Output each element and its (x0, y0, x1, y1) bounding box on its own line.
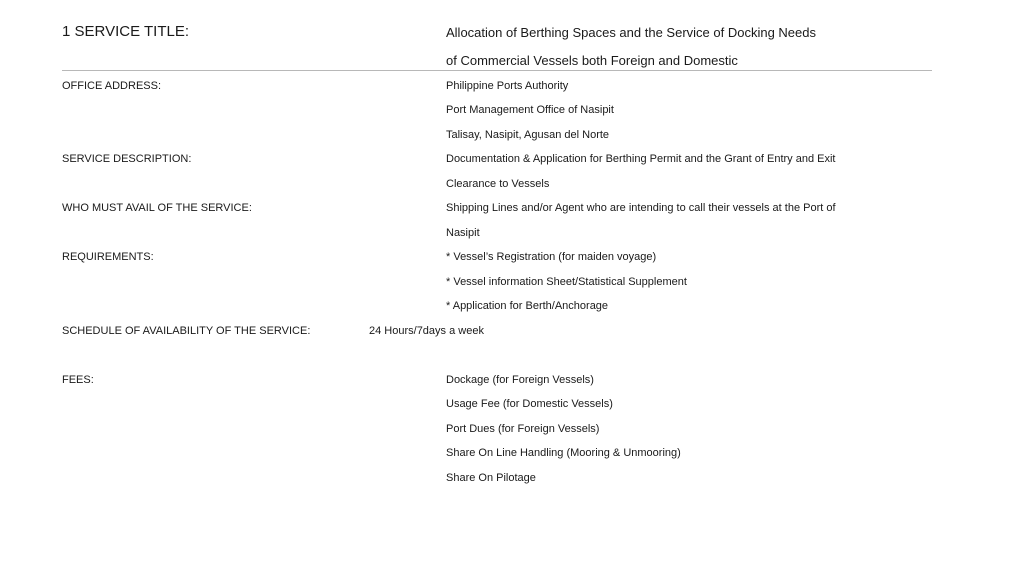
service-description-label: SERVICE DESCRIPTION: (62, 153, 192, 165)
fee-item-4: Share On Line Handling (Mooring & Unmooring) (446, 447, 681, 459)
service-title-line-2: of Commercial Vessels both Foreign and Domestic (446, 53, 738, 68)
requirement-item-1: * Vessel’s Registration (for maiden voyage) (446, 251, 657, 263)
fee-item-5: Share On Pilotage (446, 472, 536, 484)
service-description-line-1: Documentation & Application for Berthing Permit and the Grant of Entry and Exit (446, 153, 836, 165)
who-must-avail-label: WHO MUST AVAIL OF THE SERVICE: (62, 202, 252, 214)
schedule-label: SCHEDULE OF AVAILABILITY OF THE SERVICE: (62, 325, 311, 337)
requirement-item-3: * Application for Berth/Anchorage (446, 300, 609, 312)
office-address-line-3: Talisay, Nasipit, Agusan del Norte (446, 129, 610, 141)
fee-item-3: Port Dues (for Foreign Vessels) (446, 423, 600, 435)
service-title-label: 1 SERVICE TITLE: (62, 23, 189, 40)
office-address-line-2: Port Management Office of Nasipit (446, 104, 614, 116)
fee-item-2: Usage Fee (for Domestic Vessels) (446, 398, 613, 410)
fees-label: FEES: (62, 374, 94, 386)
office-address-line-1: Philippine Ports Authority (446, 80, 569, 92)
service-title-line-1: Allocation of Berthing Spaces and the Service of Docking Needs (446, 25, 816, 40)
who-must-avail-line-1: Shipping Lines and/or Agent who are intending to call their vessels at the Port of (446, 202, 836, 214)
office-address-label: OFFICE ADDRESS: (62, 80, 162, 92)
title-divider (62, 70, 932, 71)
fee-item-1: Dockage (for Foreign Vessels) (446, 374, 594, 386)
schedule-value: 24 Hours/7days a week (369, 325, 484, 337)
requirements-label: REQUIREMENTS: (62, 251, 154, 263)
who-must-avail-line-2: Nasipit (446, 227, 480, 239)
service-description-line-2: Clearance to Vessels (446, 178, 550, 190)
requirement-item-2: * Vessel information Sheet/Statistical Supplement (446, 276, 687, 288)
